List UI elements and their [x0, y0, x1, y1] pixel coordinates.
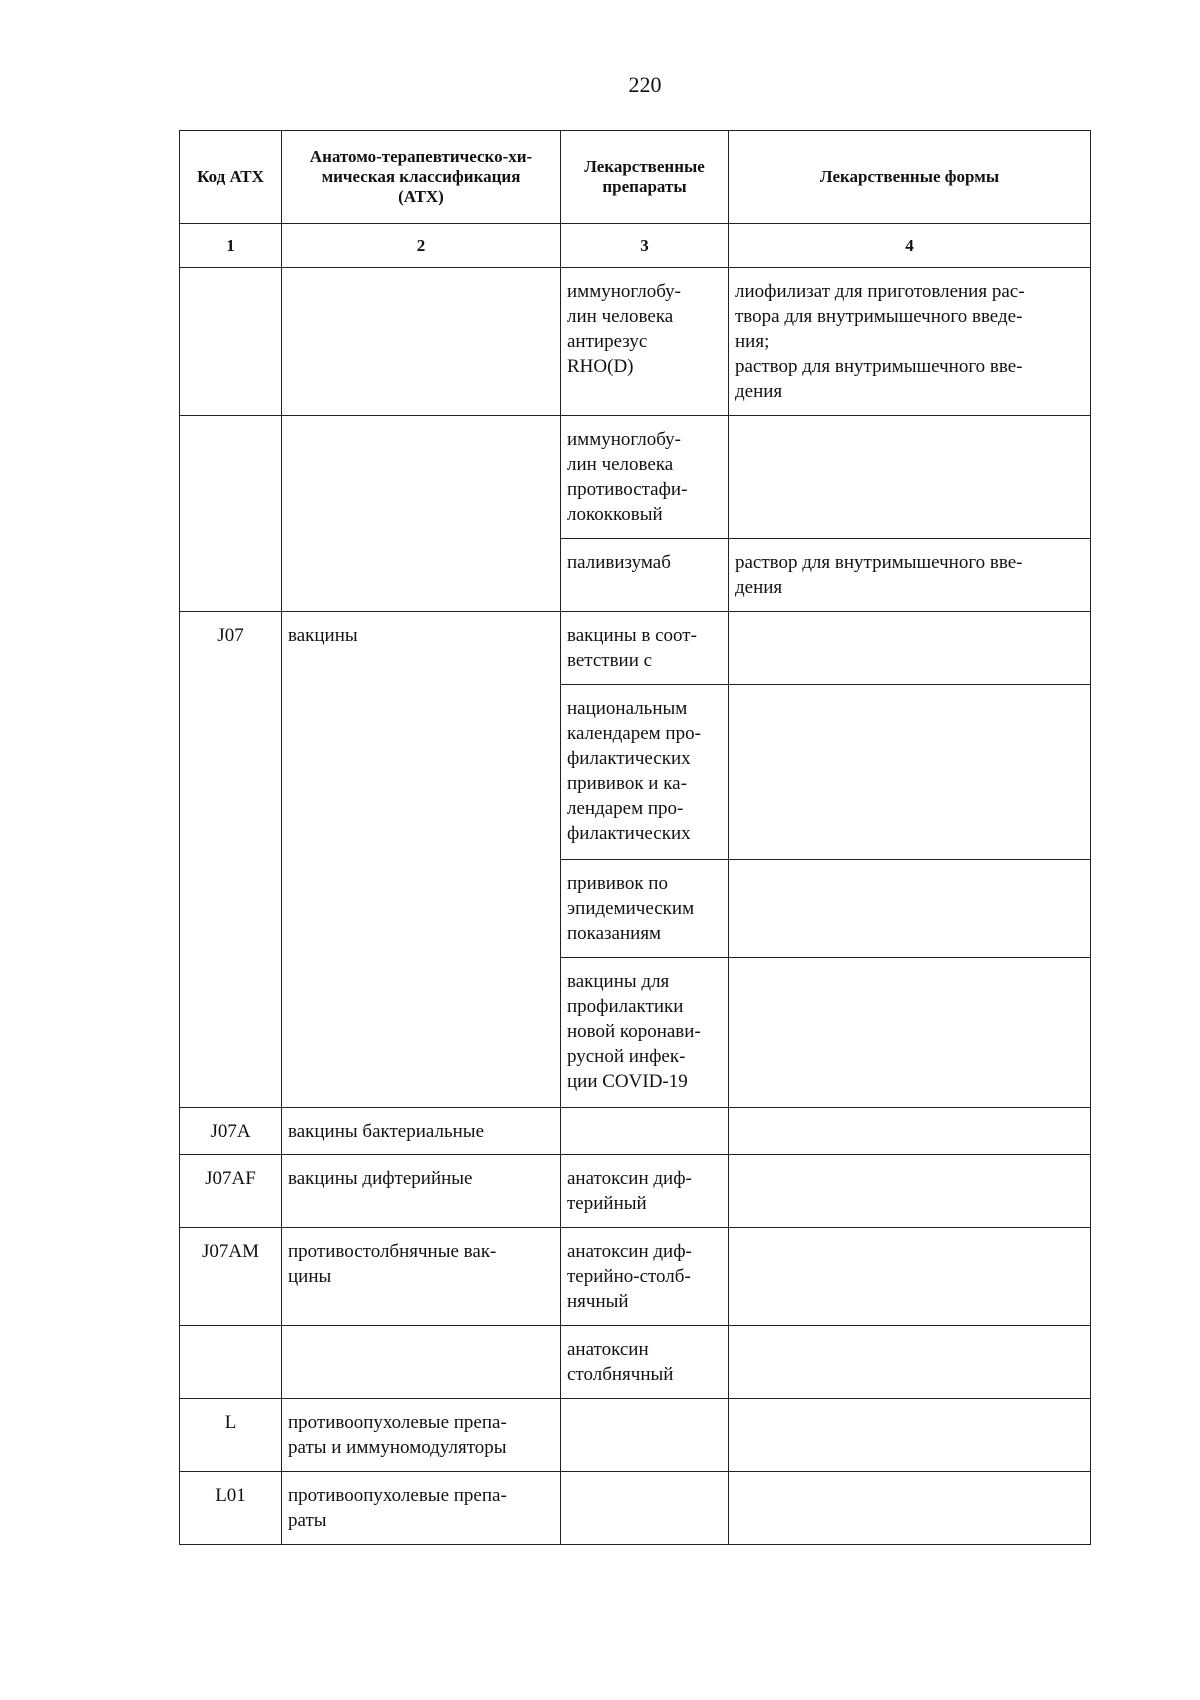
form-cell — [729, 1399, 1091, 1472]
code-cell — [180, 1399, 282, 1472]
drug-cell — [561, 685, 729, 860]
drug-text — [567, 1399, 722, 1418]
drug-cell — [561, 1472, 729, 1545]
form-text — [735, 1155, 1084, 1174]
page-number: 220 — [628, 72, 662, 97]
table-row — [180, 1472, 1091, 1545]
classification-text: противостолбнячные вак- цины — [288, 1241, 497, 1287]
code-text — [186, 268, 275, 287]
drug-text: вакцины для профилактики новой коронави- русной инфек- ции COVID-19 — [567, 971, 701, 1092]
column-number: 1 — [180, 224, 282, 268]
table-row — [180, 268, 1091, 416]
classification-text — [288, 1326, 554, 1345]
header-forms: Лекарственные формы — [729, 131, 1091, 224]
form-cell — [729, 1228, 1091, 1326]
header-drugs: Лекарственные препараты — [561, 131, 729, 224]
header-classification: Анатомо-терапевтическо-хи- мическая классификация (АТХ) — [282, 131, 561, 224]
classification-text: противоопухолевые препа- раты и иммуномодуляторы — [288, 1412, 507, 1458]
form-text — [735, 1108, 1084, 1127]
form-cell — [729, 1155, 1091, 1228]
drug-cell — [561, 612, 729, 685]
table-row — [180, 1108, 1091, 1155]
drug-text: прививок по эпидемическим показаниям — [567, 873, 695, 944]
drug-text: иммуноглобу- лин человека антирезус RHO(D) — [567, 281, 681, 377]
drug-text — [567, 1472, 722, 1491]
classification-text: вакцины дифтерийные — [288, 1168, 473, 1189]
classification-text: вакцины — [288, 625, 358, 646]
code-text: J07 — [217, 625, 244, 646]
table-row — [180, 612, 1091, 685]
code-cell — [180, 1228, 282, 1326]
code-cell — [180, 416, 282, 612]
classification-text — [288, 268, 554, 287]
code-cell — [180, 1326, 282, 1399]
form-text — [735, 1228, 1084, 1247]
code-text — [186, 1326, 275, 1345]
form-cell — [729, 539, 1091, 612]
drug-text: иммуноглобу- лин человека противостафи- лококковый — [567, 429, 688, 525]
form-text — [735, 1399, 1084, 1418]
form-text: лиофилизат для приготовления рас- твора для внутримышечного введе- ния; раствор для внутримышечного вве- дения — [735, 281, 1025, 402]
classification-cell — [282, 1472, 561, 1545]
code-text: J07A — [210, 1121, 251, 1142]
drug-cell — [561, 1155, 729, 1228]
table-row — [180, 1399, 1091, 1472]
classification-cell — [282, 1155, 561, 1228]
column-number: 2 — [282, 224, 561, 268]
form-cell — [729, 958, 1091, 1108]
drug-cell — [561, 1326, 729, 1399]
classification-cell — [282, 1108, 561, 1155]
code-cell — [180, 1472, 282, 1545]
atx-table — [179, 130, 1091, 1545]
drug-text: паливизумаб — [567, 552, 671, 573]
form-text — [735, 958, 1084, 977]
form-text: раствор для внутримышечного вве- дения — [735, 552, 1023, 598]
form-text — [735, 860, 1084, 879]
drug-cell — [561, 1399, 729, 1472]
form-text — [735, 1326, 1084, 1345]
code-text: L01 — [215, 1485, 246, 1506]
classification-cell — [282, 612, 561, 1108]
classification-cell — [282, 1228, 561, 1326]
code-cell — [180, 612, 282, 1108]
form-text — [735, 416, 1084, 435]
form-cell — [729, 1326, 1091, 1399]
drug-text: анатоксин столбнячный — [567, 1339, 674, 1385]
drug-text — [567, 1108, 722, 1127]
form-text — [735, 612, 1084, 631]
classification-text: противоопухолевые препа- раты — [288, 1485, 507, 1531]
form-cell — [729, 416, 1091, 539]
code-text: J07AM — [201, 1241, 259, 1262]
code-cell — [180, 1155, 282, 1228]
classification-text: вакцины бактериальные — [288, 1121, 485, 1142]
drug-text: анатоксин диф- терийно-столб- нячный — [567, 1241, 692, 1312]
code-text: L — [224, 1412, 237, 1433]
drug-cell — [561, 539, 729, 612]
code-cell — [180, 1108, 282, 1155]
form-text — [735, 685, 1084, 704]
form-cell — [729, 1108, 1091, 1155]
table-row — [180, 1228, 1091, 1326]
table-row — [180, 1326, 1091, 1399]
drug-cell — [561, 1228, 729, 1326]
drug-text: национальным календарем про- филактических прививок и ка- лендарем про- филактических — [567, 698, 701, 844]
header-row — [180, 131, 1091, 224]
drug-cell — [561, 860, 729, 958]
drug-cell — [561, 958, 729, 1108]
column-number: 4 — [729, 224, 1091, 268]
classification-text — [288, 416, 554, 435]
drug-cell — [561, 416, 729, 539]
column-number-row — [180, 224, 1091, 268]
header-code: Код АТХ — [180, 131, 282, 224]
classification-cell — [282, 1399, 561, 1472]
drug-text: вакцины в соот- ветствии с — [567, 625, 697, 671]
classification-cell — [282, 268, 561, 416]
form-cell — [729, 268, 1091, 416]
code-text — [186, 416, 275, 435]
table-row — [180, 1155, 1091, 1228]
form-cell — [729, 612, 1091, 685]
classification-cell — [282, 416, 561, 612]
form-text — [735, 1472, 1084, 1491]
form-cell — [729, 685, 1091, 860]
table-row — [180, 416, 1091, 539]
form-cell — [729, 860, 1091, 958]
code-cell — [180, 268, 282, 416]
drug-text: анатоксин диф- терийный — [567, 1168, 692, 1214]
form-cell — [729, 1472, 1091, 1545]
drug-cell — [561, 1108, 729, 1155]
code-text: J07AF — [205, 1168, 256, 1189]
column-number: 3 — [561, 224, 729, 268]
classification-cell — [282, 1326, 561, 1399]
drug-cell — [561, 268, 729, 416]
